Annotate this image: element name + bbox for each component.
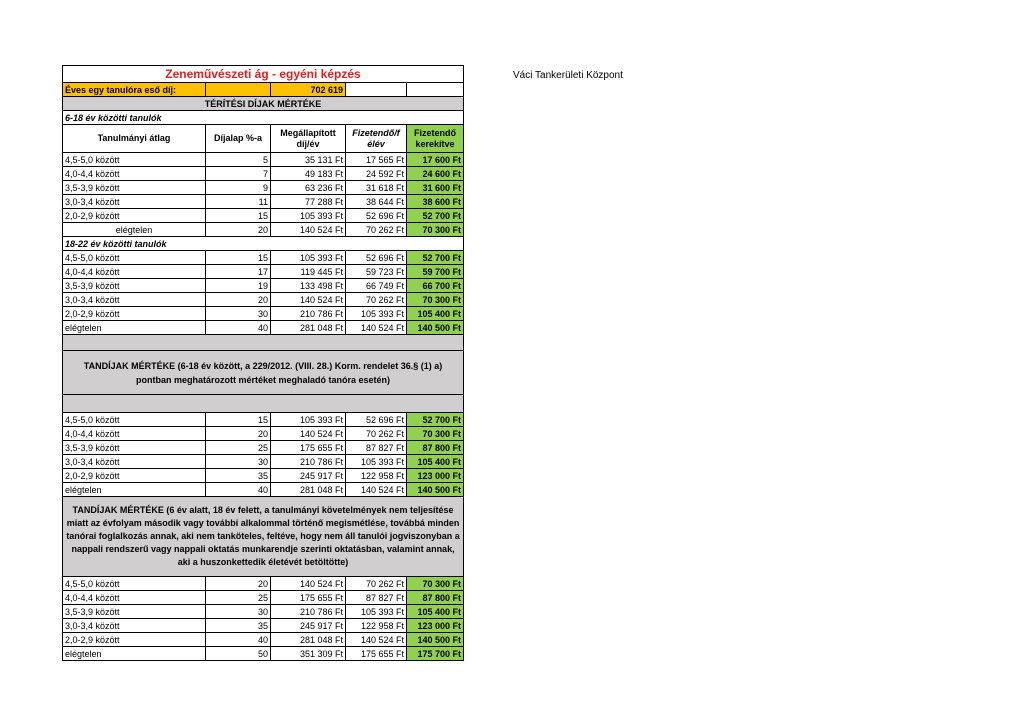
semester-fee-cell: 140 524 Ft xyxy=(346,633,407,647)
pct-cell: 25 xyxy=(206,441,271,455)
table-row xyxy=(63,321,464,335)
pct-cell: 11 xyxy=(206,195,271,209)
fixed-fee-cell: 140 524 Ft xyxy=(271,223,346,237)
pct-cell: 20 xyxy=(206,577,271,591)
table-row xyxy=(63,483,464,497)
avg-cell: 2,0-2,9 között xyxy=(63,209,206,223)
table-row xyxy=(63,153,464,167)
semester-fee-cell: 70 262 Ft xyxy=(346,293,407,307)
pct-cell: 40 xyxy=(206,321,271,335)
empty-row xyxy=(63,335,464,351)
annual-fee-label: Éves egy tanulóra eső díj: xyxy=(63,83,206,97)
semester-fee-cell: 17 565 Ft xyxy=(346,153,407,167)
fixed-fee-cell: 140 524 Ft xyxy=(271,577,346,591)
col-header-fixed: Megállapított díj/év xyxy=(271,125,346,153)
avg-cell: 4,5-5,0 között xyxy=(63,251,206,265)
fee-document xyxy=(62,65,463,661)
table-row xyxy=(63,167,464,181)
avg-cell: 4,5-5,0 között xyxy=(63,413,206,427)
tuition2-heading: TANDÍJAK MÉRTÉKE (6 év alatt, 18 év felett, a tanulmányi követelmények nem teljesítése miatt az évfolyam második vagy további alkalommal történő megismétlése, továbbá minden tanórai foglalkozás annak, aki nem tanköteles, feltéve, hogy nem áll tanulói jogviszonyban a nappali rendszerű vagy nappali oktatás munkarendje szerinti oktatásban, valamint annak, aki a huszonkettedik életévét betöltötte) xyxy=(63,497,464,577)
semester-fee-cell: 70 262 Ft xyxy=(346,427,407,441)
fixed-fee-cell: 105 393 Ft xyxy=(271,251,346,265)
table-row xyxy=(63,647,464,661)
pct-cell: 17 xyxy=(206,265,271,279)
rounded-fee-cell: 105 400 Ft xyxy=(407,307,464,321)
fixed-fee-cell: 140 524 Ft xyxy=(271,427,346,441)
avg-cell: 4,5-5,0 között xyxy=(63,153,206,167)
rounded-fee-cell: 70 300 Ft xyxy=(407,427,464,441)
pct-cell: 50 xyxy=(206,647,271,661)
table-row xyxy=(63,265,464,279)
fixed-fee-cell: 281 048 Ft xyxy=(271,633,346,647)
group2-heading-row xyxy=(63,237,464,251)
avg-cell: elégtelen xyxy=(63,483,206,497)
table-row xyxy=(63,209,464,223)
rounded-fee-cell: 140 500 Ft xyxy=(407,483,464,497)
rounded-fee-cell: 123 000 Ft xyxy=(407,469,464,483)
table-row xyxy=(63,469,464,483)
semester-fee-cell: 52 696 Ft xyxy=(346,413,407,427)
avg-cell: 2,0-2,9 között xyxy=(63,633,206,647)
avg-cell: 3,0-3,4 között xyxy=(63,293,206,307)
table-row xyxy=(63,605,464,619)
fixed-fee-cell: 245 917 Ft xyxy=(271,619,346,633)
avg-cell: 3,5-3,9 között xyxy=(63,181,206,195)
fixed-fee-cell: 77 288 Ft xyxy=(271,195,346,209)
table-row xyxy=(63,293,464,307)
rounded-fee-cell: 24 600 Ft xyxy=(407,167,464,181)
rounded-fee-cell: 140 500 Ft xyxy=(407,633,464,647)
fee-table xyxy=(62,65,464,661)
semester-fee-cell: 52 696 Ft xyxy=(346,251,407,265)
semester-fee-cell: 87 827 Ft xyxy=(346,591,407,605)
annual-fee-row xyxy=(63,83,464,97)
empty-cell xyxy=(346,83,407,97)
col-header-avg: Tanulmányi átlag xyxy=(63,125,206,153)
rounded-fee-cell: 52 700 Ft xyxy=(407,251,464,265)
title-row xyxy=(63,66,464,83)
semester-fee-cell: 59 723 Ft xyxy=(346,265,407,279)
organization-name: Váci Tankerületi Központ xyxy=(513,70,623,81)
fixed-fee-cell: 35 131 Ft xyxy=(271,153,346,167)
semester-fee-cell: 105 393 Ft xyxy=(346,307,407,321)
fixed-fee-cell: 49 183 Ft xyxy=(271,167,346,181)
fixed-fee-cell: 175 655 Ft xyxy=(271,591,346,605)
fixed-fee-cell: 140 524 Ft xyxy=(271,293,346,307)
col-header-pct: Díjalap %-a xyxy=(206,125,271,153)
pct-cell: 20 xyxy=(206,223,271,237)
pct-cell: 7 xyxy=(206,167,271,181)
table-row xyxy=(63,307,464,321)
semester-fee-cell: 122 958 Ft xyxy=(346,469,407,483)
fee-table-body xyxy=(63,66,464,661)
fixed-fee-cell: 63 236 Ft xyxy=(271,181,346,195)
annual-fee-value: 702 619 xyxy=(271,83,346,97)
fixed-fee-cell: 105 393 Ft xyxy=(271,209,346,223)
avg-cell: 2,0-2,9 között xyxy=(63,307,206,321)
avg-cell: 3,0-3,4 között xyxy=(63,455,206,469)
semester-fee-cell: 31 618 Ft xyxy=(346,181,407,195)
rounded-fee-cell: 31 600 Ft xyxy=(407,181,464,195)
fixed-fee-cell: 133 498 Ft xyxy=(271,279,346,293)
fixed-fee-cell: 210 786 Ft xyxy=(271,605,346,619)
pct-cell: 30 xyxy=(206,605,271,619)
fixed-fee-cell: 245 917 Ft xyxy=(271,469,346,483)
rounded-fee-cell: 17 600 Ft xyxy=(407,153,464,167)
column-header-row xyxy=(63,125,464,153)
rounded-fee-cell: 70 300 Ft xyxy=(407,577,464,591)
pct-cell: 15 xyxy=(206,251,271,265)
fees-heading: TÉRÍTÉSI DÍJAK MÉRTÉKE xyxy=(63,97,464,111)
fixed-fee-cell: 210 786 Ft xyxy=(271,307,346,321)
col-header-semester: Fizetendő/f élév xyxy=(346,125,407,153)
rounded-fee-cell: 52 700 Ft xyxy=(407,209,464,223)
pct-cell: 30 xyxy=(206,307,271,321)
table-row xyxy=(63,251,464,265)
semester-fee-cell: 105 393 Ft xyxy=(346,455,407,469)
avg-cell: 2,0-2,9 között xyxy=(63,469,206,483)
semester-fee-cell: 140 524 Ft xyxy=(346,483,407,497)
avg-cell: elégtelen xyxy=(63,647,206,661)
pct-cell: 20 xyxy=(206,427,271,441)
semester-fee-cell: 140 524 Ft xyxy=(346,321,407,335)
avg-cell: 3,5-3,9 között xyxy=(63,441,206,455)
semester-fee-cell: 24 592 Ft xyxy=(346,167,407,181)
page-title: Zeneművészeti ág - egyéni képzés xyxy=(63,66,464,83)
semester-fee-cell: 70 262 Ft xyxy=(346,223,407,237)
avg-cell: 3,0-3,4 között xyxy=(63,195,206,209)
pct-cell: 35 xyxy=(206,469,271,483)
rounded-fee-cell: 105 400 Ft xyxy=(407,605,464,619)
table-row xyxy=(63,223,464,237)
avg-cell: elégtelen xyxy=(63,321,206,335)
table-row xyxy=(63,577,464,591)
semester-fee-cell: 87 827 Ft xyxy=(346,441,407,455)
col-header-rounded: Fizetendő kerekítve xyxy=(407,125,464,153)
pct-cell: 30 xyxy=(206,455,271,469)
annual-fee-spacer xyxy=(206,83,271,97)
pct-cell: 15 xyxy=(206,209,271,223)
table-row xyxy=(63,455,464,469)
avg-cell: 3,5-3,9 között xyxy=(63,279,206,293)
fees-heading-row xyxy=(63,97,464,111)
avg-cell: 3,5-3,9 között xyxy=(63,605,206,619)
rounded-fee-cell: 87 800 Ft xyxy=(407,441,464,455)
pct-cell: 5 xyxy=(206,153,271,167)
table-row xyxy=(63,427,464,441)
rounded-fee-cell: 70 300 Ft xyxy=(407,223,464,237)
table-row xyxy=(63,181,464,195)
rounded-fee-cell: 70 300 Ft xyxy=(407,293,464,307)
pct-cell: 15 xyxy=(206,413,271,427)
semester-fee-cell: 175 655 Ft xyxy=(346,647,407,661)
table-row xyxy=(63,279,464,293)
avg-cell: 4,0-4,4 között xyxy=(63,167,206,181)
rounded-fee-cell: 87 800 Ft xyxy=(407,591,464,605)
fixed-fee-cell: 281 048 Ft xyxy=(271,321,346,335)
rounded-fee-cell: 123 000 Ft xyxy=(407,619,464,633)
group1-heading: 6-18 év közötti tanulók xyxy=(63,111,464,125)
semester-fee-cell: 105 393 Ft xyxy=(346,605,407,619)
rounded-fee-cell: 66 700 Ft xyxy=(407,279,464,293)
empty-cell xyxy=(63,395,464,413)
tuition2-heading-row xyxy=(63,497,464,577)
semester-fee-cell: 66 749 Ft xyxy=(346,279,407,293)
rounded-fee-cell: 105 400 Ft xyxy=(407,455,464,469)
pct-cell: 19 xyxy=(206,279,271,293)
avg-cell: 4,0-4,4 között xyxy=(63,265,206,279)
fixed-fee-cell: 119 445 Ft xyxy=(271,265,346,279)
avg-cell: 4,0-4,4 között xyxy=(63,591,206,605)
fixed-fee-cell: 210 786 Ft xyxy=(271,455,346,469)
group1-heading-row xyxy=(63,111,464,125)
table-row xyxy=(63,441,464,455)
rounded-fee-cell: 175 700 Ft xyxy=(407,647,464,661)
group2-heading: 18-22 év közötti tanulók xyxy=(63,237,464,251)
pct-cell: 25 xyxy=(206,591,271,605)
table-row xyxy=(63,591,464,605)
fixed-fee-cell: 351 309 Ft xyxy=(271,647,346,661)
table-row xyxy=(63,195,464,209)
table-row xyxy=(63,413,464,427)
fixed-fee-cell: 105 393 Ft xyxy=(271,413,346,427)
rounded-fee-cell: 140 500 Ft xyxy=(407,321,464,335)
avg-cell: 4,5-5,0 között xyxy=(63,577,206,591)
rounded-fee-cell: 52 700 Ft xyxy=(407,413,464,427)
pct-cell: 35 xyxy=(206,619,271,633)
avg-cell: elégtelen xyxy=(63,223,206,237)
tuition1-heading: TANDÍJAK MÉRTÉKE (6-18 év között, a 229/2012. (VIII. 28.) Korm. rendelet 36.§ (1) a) pontban meghatározott mértéket meghaladó tanóra esetén) xyxy=(63,351,464,395)
empty-row xyxy=(63,395,464,413)
fixed-fee-cell: 175 655 Ft xyxy=(271,441,346,455)
avg-cell: 3,0-3,4 között xyxy=(63,619,206,633)
fixed-fee-cell: 281 048 Ft xyxy=(271,483,346,497)
semester-fee-cell: 38 644 Ft xyxy=(346,195,407,209)
semester-fee-cell: 122 958 Ft xyxy=(346,619,407,633)
rounded-fee-cell: 38 600 Ft xyxy=(407,195,464,209)
tuition1-heading-row xyxy=(63,351,464,395)
pct-cell: 40 xyxy=(206,633,271,647)
semester-fee-cell: 70 262 Ft xyxy=(346,577,407,591)
table-row xyxy=(63,619,464,633)
pct-cell: 40 xyxy=(206,483,271,497)
pct-cell: 9 xyxy=(206,181,271,195)
rounded-fee-cell: 59 700 Ft xyxy=(407,265,464,279)
empty-cell xyxy=(63,335,464,351)
empty-cell xyxy=(407,83,464,97)
table-row xyxy=(63,633,464,647)
semester-fee-cell: 52 696 Ft xyxy=(346,209,407,223)
avg-cell: 4,0-4,4 között xyxy=(63,427,206,441)
pct-cell: 20 xyxy=(206,293,271,307)
